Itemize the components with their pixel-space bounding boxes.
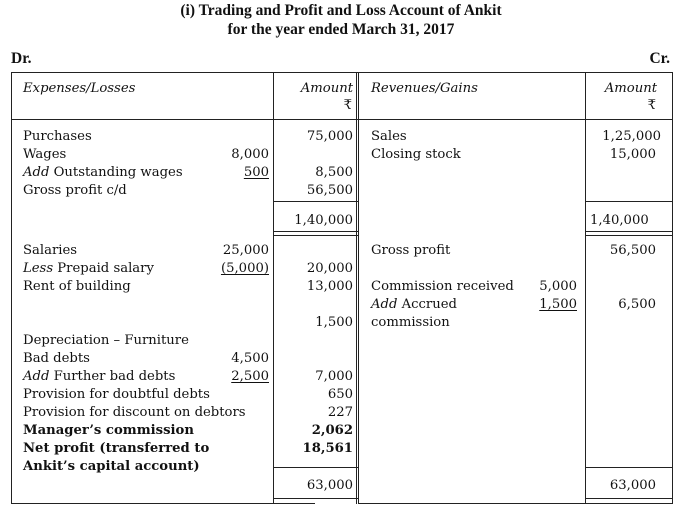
trading-debit-amount: 8,500 [315, 165, 353, 180]
trading-debit-item: Gross profit c/d [23, 183, 127, 198]
item-label: Prepaid salary [53, 261, 154, 276]
pl-debit-subamount [180, 368, 269, 386]
pl-debit-item: Bad debts [23, 351, 90, 366]
header-expenses: Expenses/Losses [23, 81, 136, 96]
item-label: Further bad debts [49, 369, 176, 384]
trading-debit-item [23, 164, 183, 182]
trading-debit-subamount: 8,000 [231, 147, 269, 162]
pl-debit-item: Manager’s commission [23, 423, 194, 438]
trading-debit-total: 1,40,000 [294, 213, 353, 228]
trading-debit-amount: 56,500 [306, 183, 353, 198]
pl-debit-item: Salaries [23, 243, 78, 258]
pl-debit-subamount: 25,000 [222, 243, 269, 258]
pl-credit-item: Commission received [371, 279, 514, 294]
pl-debit-item: Net profit (transferred to [23, 441, 210, 456]
pl-credit-amount: 56,500 [609, 243, 656, 258]
pl-debit-item: Rent of building [23, 279, 131, 294]
pl-debit-amount: 18,561 [302, 441, 353, 456]
add-prefix: Add [23, 165, 50, 180]
add-prefix: Add [371, 297, 398, 312]
account-title: (i) Trading and Profit and Loss Account of Ankit [180, 2, 502, 19]
pl-credit-subamount: 5,000 [539, 279, 577, 294]
account-period: for the year ended March 31, 2017 [227, 21, 455, 38]
item-label: Outstanding wages [49, 165, 183, 180]
trading-debit-subamount [180, 164, 269, 182]
pl-debit-item: Depreciation – Furniture [23, 333, 189, 348]
header-left-amount: Amount [300, 81, 353, 96]
pl-debit-item: Provision for doubtful debts [23, 387, 210, 402]
trading-credit-item: Closing stock [371, 147, 461, 162]
pl-debit-subamount: 4,500 [231, 351, 269, 366]
subamount-value: 1,500 [539, 297, 577, 312]
header-right-currency: ₹ [647, 98, 656, 113]
trading-credit-amount: 1,25,000 [602, 129, 661, 144]
pl-credit-item [371, 296, 457, 314]
pl-credit-subamount [500, 296, 577, 314]
trading-debit-item: Purchases [23, 129, 92, 144]
pl-debit-amount: 20,000 [306, 261, 353, 276]
trading-credit-amount: 15,000 [609, 147, 656, 162]
subamount-value: 500 [243, 165, 269, 180]
pl-credit-amount: 6,500 [618, 297, 656, 312]
less-prefix: Less [23, 261, 54, 276]
pl-credit-item: Gross profit [371, 243, 451, 258]
pl-debit-item [23, 368, 175, 386]
pl-credit-item: commission [371, 315, 450, 330]
subamount-value: 2,500 [231, 369, 269, 384]
pl-debit-item: Provision for discount on debtors [23, 405, 246, 420]
add-prefix: Add [23, 369, 50, 384]
pl-debit-amount: 227 [327, 405, 353, 420]
pl-credit-total: 63,000 [609, 478, 656, 493]
trading-debit-amount: 75,000 [306, 129, 353, 144]
header-revenues: Revenues/Gains [371, 81, 478, 96]
pl-debit-subamount [180, 260, 269, 278]
item-label: Accrued [397, 297, 457, 312]
header-right-amount: Amount [604, 81, 657, 96]
pl-debit-amount: 650 [327, 387, 353, 402]
trading-debit-item: Wages [23, 147, 67, 162]
debit-label: Dr. [11, 50, 32, 67]
pl-debit-amount: 2,062 [311, 423, 353, 438]
pl-debit-item: Ankit’s capital account) [23, 459, 200, 474]
pl-debit-total: 63,000 [306, 478, 353, 493]
credit-label: Cr. [649, 50, 670, 67]
pl-debit-amount: 1,500 [315, 315, 353, 330]
pl-debit-amount: 13,000 [306, 279, 353, 294]
pl-debit-item [23, 260, 154, 278]
pl-debit-amount: 7,000 [315, 369, 353, 384]
trading-credit-item: Sales [371, 129, 407, 144]
subamount-value: (5,000) [220, 261, 269, 276]
trading-credit-total: 1,40,000 [590, 213, 649, 228]
header-left-currency: ₹ [343, 98, 352, 113]
